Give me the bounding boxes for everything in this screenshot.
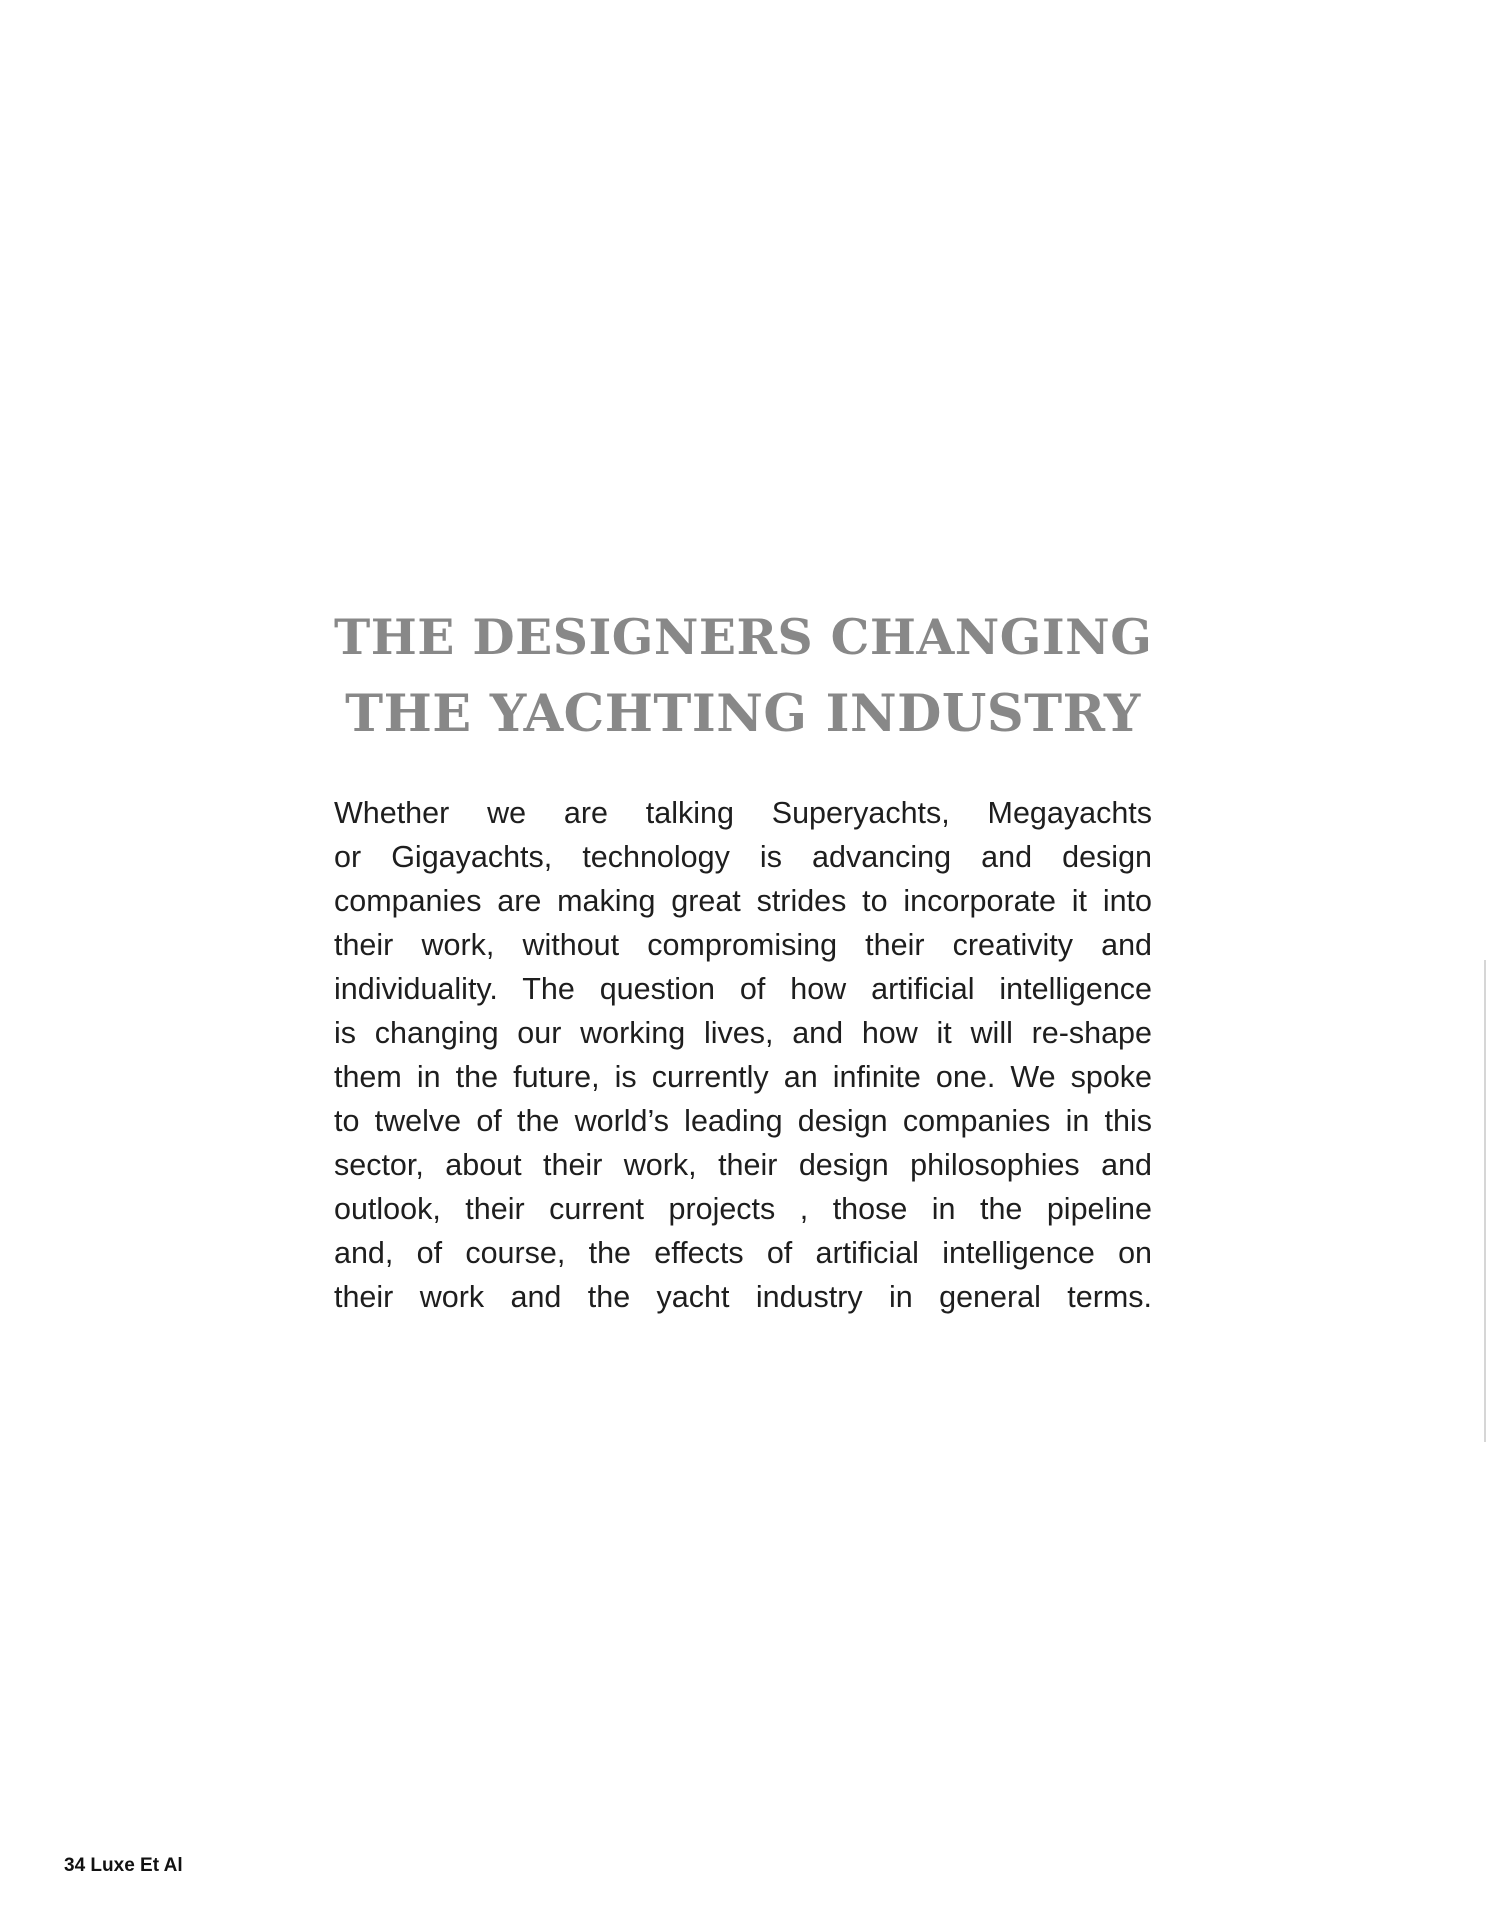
body-line: Whether we are talking Superyachts, Megayachts xyxy=(334,796,1152,830)
article-title xyxy=(334,600,1152,752)
body-line: outlook, their current projects , those in the pipeline xyxy=(334,1192,1152,1226)
body-line: is changing our working lives, and how it will re-shape xyxy=(334,1016,1152,1050)
article-intro xyxy=(334,600,1152,1319)
body-line: companies are making great strides to incorporate it into xyxy=(334,884,1152,918)
body-line: and, of course, the effects of artificial intelligence on xyxy=(334,1236,1152,1270)
page-folio: 34 Luxe Et Al xyxy=(64,1855,183,1876)
body-line: them in the future, is currently an infinite one. We spoke xyxy=(334,1060,1152,1094)
body-line: to twelve of the world’s leading design companies in this xyxy=(334,1104,1152,1138)
body-line: individuality. The question of how artificial intelligence xyxy=(334,972,1152,1006)
body-line: sector, about their work, their design philosophies and xyxy=(334,1148,1152,1182)
body-line: their work, without compromising their creativity and xyxy=(334,928,1152,962)
body-line: their work and the yacht industry in general terms. xyxy=(334,1280,1152,1314)
article-body xyxy=(334,791,1152,1319)
article-title-line: THE DESIGNERS CHANGING xyxy=(334,609,1153,666)
body-line: or Gigayachts, technology is advancing and design xyxy=(334,840,1152,874)
article-title-line: THE YACHTING INDUSTRY xyxy=(345,684,1141,744)
